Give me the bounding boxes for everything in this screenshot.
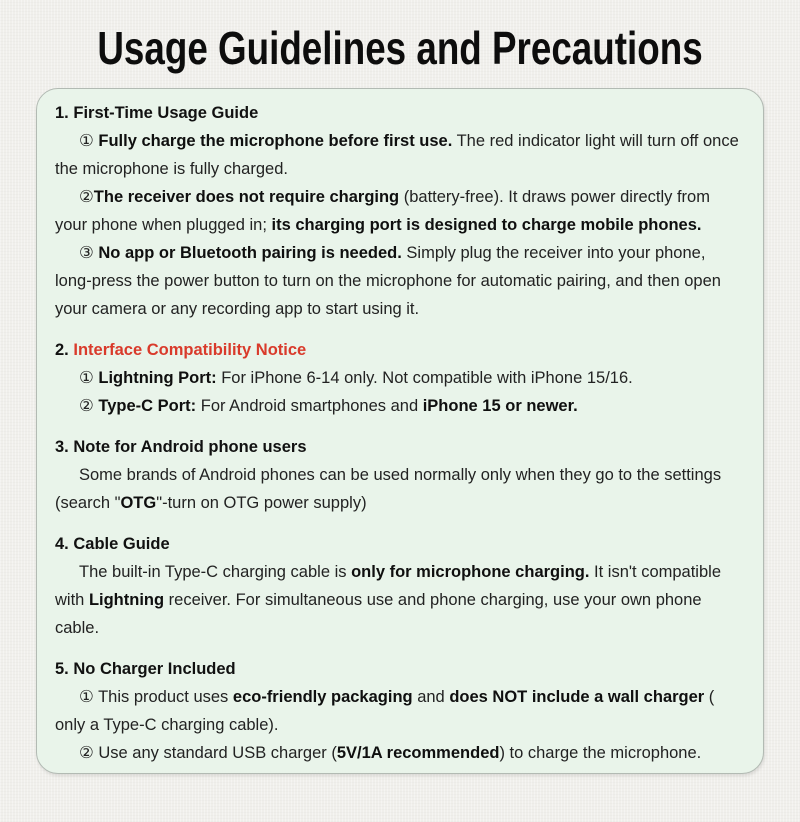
body-text: ) to charge the microphone. bbox=[499, 743, 702, 762]
section-paragraph bbox=[55, 364, 745, 392]
body-text: ② Use any standard USB charger ( bbox=[79, 743, 337, 762]
page-title: Usage Guidelines and Precautions bbox=[97, 22, 703, 74]
emphasis-text: Type-C Port: bbox=[98, 396, 197, 415]
section-paragraph bbox=[55, 558, 745, 642]
body-text: Simply plug the receiver into your phone, long-press the power button to turn on the microphone for automatic pairing, and then open your camera or any recording app to start using it. bbox=[55, 243, 721, 318]
body-text: ③ bbox=[79, 243, 99, 262]
section-heading-text: Note for Android phone users bbox=[73, 437, 307, 456]
body-text: Some brands of Android phones can be used normally only when they go to the settings (search " bbox=[55, 465, 722, 512]
section-paragraph bbox=[55, 683, 745, 739]
section-paragraph bbox=[55, 127, 745, 183]
section-5 bbox=[55, 655, 745, 767]
sections-container bbox=[55, 99, 745, 767]
body-text: ① bbox=[79, 368, 99, 387]
section-heading bbox=[55, 530, 745, 558]
emphasis-text: Lightning bbox=[88, 590, 165, 609]
section-heading bbox=[55, 433, 745, 461]
section-4 bbox=[55, 530, 745, 642]
section-number: 4. bbox=[55, 534, 74, 553]
section-paragraph bbox=[55, 392, 745, 420]
section-number: 3. bbox=[55, 437, 74, 456]
section-paragraph bbox=[55, 183, 745, 239]
body-text: ② bbox=[79, 396, 99, 415]
body-text: and bbox=[412, 687, 450, 706]
section-paragraph bbox=[55, 739, 745, 767]
body-text: ( only a Type-C charging cable). bbox=[55, 687, 715, 734]
section-number: 2. bbox=[55, 340, 74, 359]
emphasis-text: does NOT include a wall charger bbox=[449, 687, 705, 706]
section-paragraph bbox=[55, 239, 745, 323]
section-heading bbox=[55, 655, 745, 683]
guidelines-panel bbox=[36, 88, 764, 774]
emphasis-text: Lightning Port: bbox=[98, 368, 217, 387]
body-text: It isn't compatible with bbox=[55, 562, 721, 609]
section-1 bbox=[55, 99, 745, 323]
section-paragraph bbox=[55, 461, 745, 517]
section-2 bbox=[55, 336, 745, 420]
body-text: For Android smartphones and bbox=[196, 396, 423, 415]
section-heading bbox=[55, 336, 745, 364]
body-text: For iPhone 6-14 only. Not compatible with iPhone 15/16. bbox=[216, 368, 633, 387]
emphasis-text: OTG bbox=[120, 493, 157, 512]
body-text: "-turn on OTG power supply) bbox=[156, 493, 367, 512]
emphasis-text: eco-friendly packaging bbox=[232, 687, 413, 706]
emphasis-text: Fully charge the microphone before first use. bbox=[98, 131, 453, 150]
section-3 bbox=[55, 433, 745, 517]
section-heading-text: No Charger Included bbox=[73, 659, 236, 678]
section-heading-text: Interface Compatibility Notice bbox=[73, 340, 307, 359]
emphasis-text: No app or Bluetooth pairing is needed. bbox=[98, 243, 402, 262]
section-heading bbox=[55, 99, 745, 127]
emphasis-text: iPhone 15 or newer. bbox=[422, 396, 578, 415]
body-text: The built-in Type-C charging cable is bbox=[79, 562, 352, 581]
section-heading-text: First-Time Usage Guide bbox=[73, 103, 259, 122]
body-text: ② bbox=[79, 187, 94, 206]
body-text: receiver. For simultaneous use and phone charging, use your own phone cable. bbox=[55, 590, 702, 637]
body-text: (battery-free). It draws power directly from your phone when plugged in; bbox=[55, 187, 710, 234]
section-heading-text: Cable Guide bbox=[73, 534, 170, 553]
emphasis-text: The receiver does not require charging bbox=[93, 187, 400, 206]
emphasis-text: only for microphone charging. bbox=[351, 562, 590, 581]
section-number: 1. bbox=[55, 103, 74, 122]
emphasis-text: 5V/1A recommended bbox=[336, 743, 500, 762]
body-text: ① bbox=[79, 131, 99, 150]
section-number: 5. bbox=[55, 659, 74, 678]
body-text: The red indicator light will turn off once the microphone is fully charged. bbox=[55, 131, 739, 178]
emphasis-text: its charging port is designed to charge mobile phones. bbox=[271, 215, 702, 234]
body-text: ① This product uses bbox=[79, 687, 233, 706]
